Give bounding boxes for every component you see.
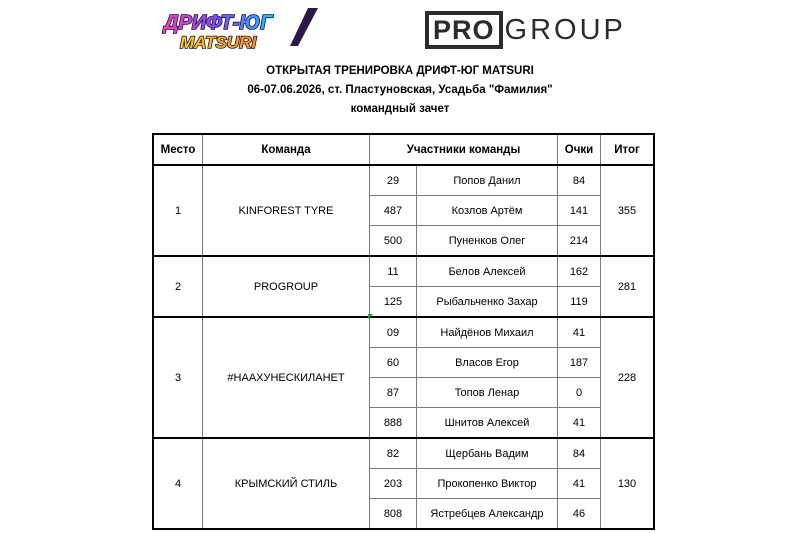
member-number: 87 — [370, 378, 417, 408]
column-header-points: Очки — [558, 134, 601, 165]
member-name: Белов Алексей — [417, 256, 558, 287]
column-header-total: Итог — [601, 134, 655, 165]
member-points: 187 — [558, 348, 601, 378]
column-header-team: Команда — [203, 134, 370, 165]
member-name: Пуненков Олег — [417, 226, 558, 257]
member-points: 162 — [558, 256, 601, 287]
member-name: Ястребцев Александр — [417, 499, 558, 530]
team-results-table — [152, 133, 655, 530]
table-row — [153, 317, 654, 348]
team-place: 3 — [153, 317, 203, 438]
document-title: ОТКРЫТАЯ ТРЕНИРОВКА ДРИФТ-ЮГ MATSURI — [266, 65, 534, 77]
team-name: PROGROUP — [203, 256, 370, 317]
member-name: Попов Данил — [417, 165, 558, 196]
member-points: 84 — [558, 165, 601, 196]
column-header-place: Место — [153, 134, 203, 165]
team-total: 281 — [601, 256, 655, 317]
member-number: 500 — [370, 226, 417, 257]
member-number: 11 — [370, 256, 417, 287]
member-name: Козлов Артём — [417, 196, 558, 226]
member-points: 41 — [558, 469, 601, 499]
member-name: Власов Егор — [417, 348, 558, 378]
member-points: 0 — [558, 378, 601, 408]
member-number: 09 — [370, 317, 417, 348]
member-points: 141 — [558, 196, 601, 226]
member-number: 888 — [370, 408, 417, 439]
team-place: 1 — [153, 165, 203, 256]
member-name: Прокопенко Виктор — [417, 469, 558, 499]
team-name: #НААХУНЕСКИЛАНЕТ — [203, 317, 370, 438]
progroup-logo-text: GROUP — [504, 13, 626, 46]
column-header-members: Участники команды — [370, 134, 558, 165]
standing-type: командный зачет — [350, 103, 450, 115]
document-header — [0, 62, 800, 119]
member-name: Щербань Вадим — [417, 438, 558, 469]
progroup-logo-box: PRO — [425, 11, 503, 49]
table-header-row — [153, 134, 654, 165]
team-total: 228 — [601, 317, 655, 438]
member-name: Рыбальченко Захар — [417, 287, 558, 318]
member-points: 119 — [558, 287, 601, 318]
cell-comment-marker — [368, 314, 373, 319]
member-name: Топов Ленар — [417, 378, 558, 408]
member-points: 41 — [558, 317, 601, 348]
table-row — [153, 165, 654, 196]
team-place: 4 — [153, 438, 203, 529]
team-total: 355 — [601, 165, 655, 256]
member-number: 125 — [370, 287, 417, 318]
team-place: 2 — [153, 256, 203, 317]
member-points: 41 — [558, 408, 601, 439]
progroup-logo — [425, 10, 626, 50]
member-points: 46 — [558, 499, 601, 530]
member-points: 84 — [558, 438, 601, 469]
member-number: 203 — [370, 469, 417, 499]
member-points: 214 — [558, 226, 601, 257]
team-name: КРЫМСКИЙ СТИЛЬ — [203, 438, 370, 529]
member-number: 808 — [370, 499, 417, 530]
document-subtitle: 06-07.06.2026, ст. Пластуновская, Усадьба "Фамилия" — [247, 84, 553, 96]
member-name: Шнитов Алексей — [417, 408, 558, 439]
team-name: KINFOREST TYRE — [203, 165, 370, 256]
drift-yug-matsuri-logo — [158, 6, 322, 52]
table-row — [153, 438, 654, 469]
member-number: 487 — [370, 196, 417, 226]
member-number: 60 — [370, 348, 417, 378]
svg-text:MATSURI: MATSURI — [180, 33, 257, 52]
member-number: 29 — [370, 165, 417, 196]
table-row — [153, 256, 654, 287]
member-number: 82 — [370, 438, 417, 469]
team-total: 130 — [601, 438, 655, 529]
svg-text:ДРИФТ-ЮГ: ДРИФТ-ЮГ — [164, 12, 273, 34]
member-name: Найдёнов Михаил — [417, 317, 558, 348]
